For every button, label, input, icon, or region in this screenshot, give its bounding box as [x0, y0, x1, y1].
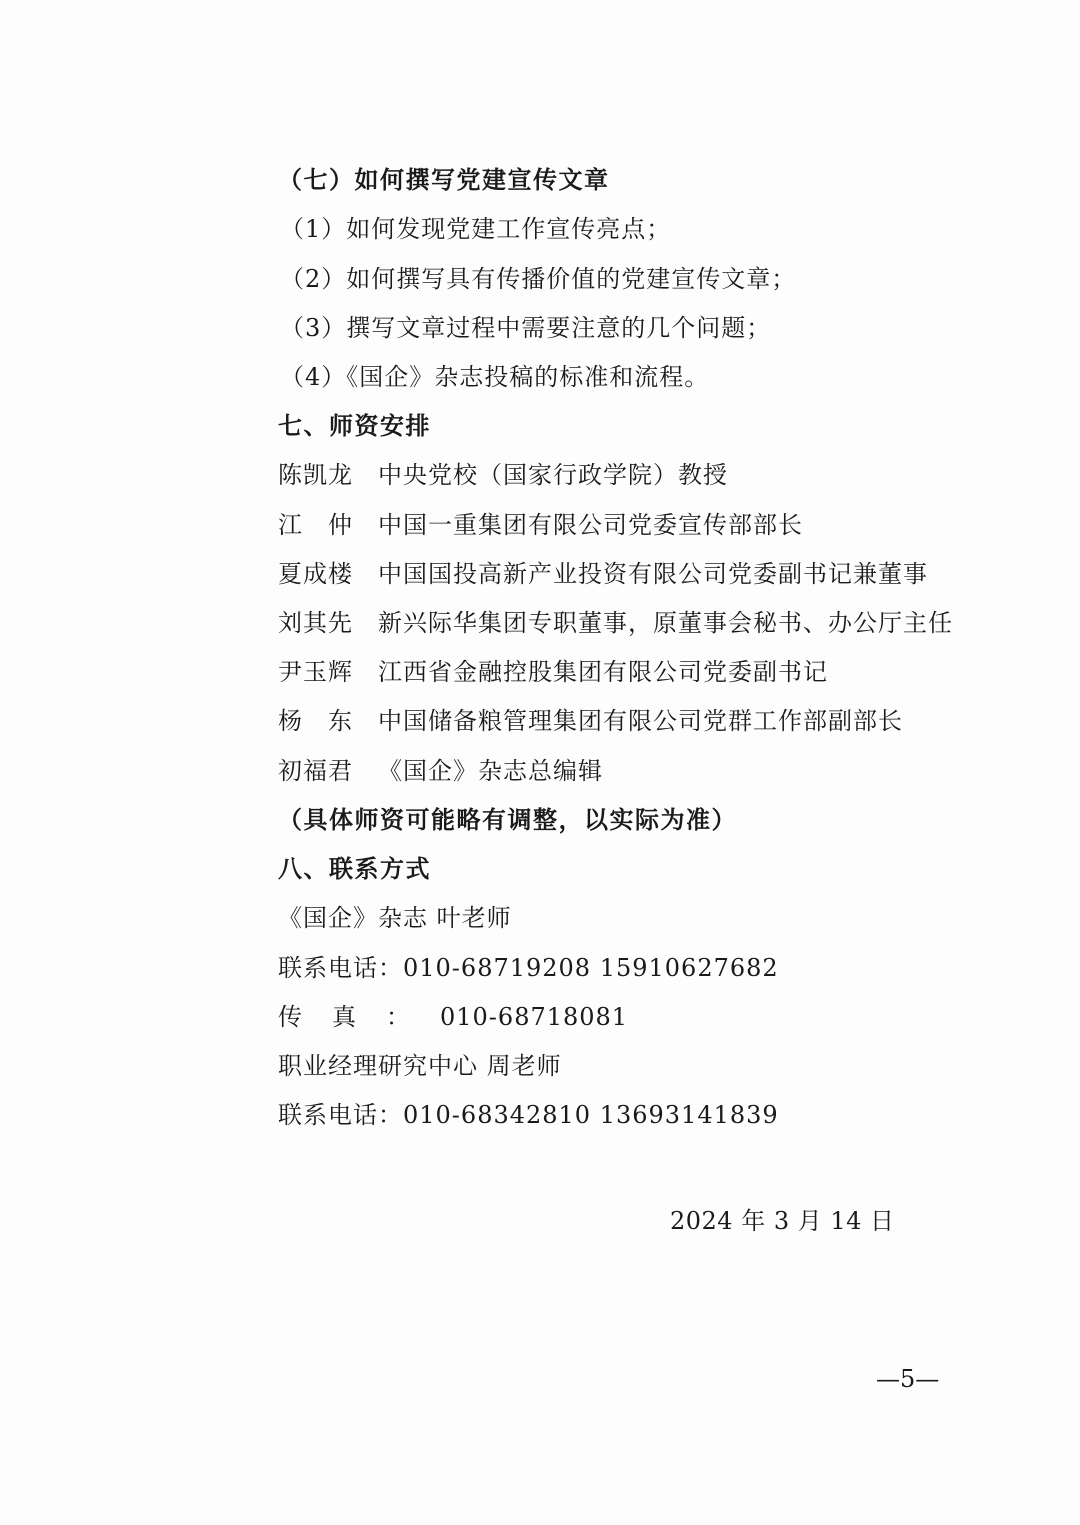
page-number: —5—	[876, 1365, 940, 1393]
faculty-title: 中国一重集团有限公司党委宣传部部长	[378, 511, 803, 539]
contact-org-1: 《国企》杂志 叶老师	[278, 904, 512, 932]
faculty-title: 新兴际华集团专职董事，原董事会秘书、办公厅主任	[378, 609, 953, 637]
contact-fax	[278, 1002, 628, 1032]
list-item: （1）如何发现党建工作宣传亮点；	[280, 215, 672, 243]
faculty-row	[278, 460, 728, 490]
faculty-name: 尹玉辉	[278, 658, 353, 686]
faculty-row	[278, 608, 953, 638]
document-date: 2024 年 3 月 14 日	[670, 1207, 895, 1235]
faculty-row	[278, 756, 603, 786]
fax-label: 传真：	[278, 1003, 440, 1031]
faculty-name: 江仲	[278, 511, 378, 539]
fax-value: 010-68718081	[440, 1003, 629, 1031]
faculty-title: 《国企》杂志总编辑	[378, 757, 603, 785]
phone-value: 010-68342810 13693141839	[403, 1101, 779, 1129]
faculty-row	[278, 510, 803, 540]
faculty-title: 中国储备粮管理集团有限公司党群工作部副部长	[378, 707, 903, 735]
contact-org-2: 职业经理研究中心 周老师	[278, 1052, 562, 1080]
faculty-name: 初福君	[278, 757, 353, 785]
faculty-name: 刘其先	[278, 609, 353, 637]
contact-phone-2	[278, 1100, 779, 1130]
faculty-title: 中国国投高新产业投资有限公司党委副书记兼董事	[378, 560, 928, 588]
subsection-heading: （七）如何撰写党建宣传文章	[278, 165, 610, 194]
faculty-name: 杨东	[278, 707, 378, 735]
faculty-name: 夏成楼	[278, 560, 353, 588]
faculty-row	[278, 706, 903, 736]
phone-label: 联系电话：	[278, 1101, 403, 1129]
faculty-title: 中央党校（国家行政学院）教授	[378, 461, 728, 489]
faculty-row	[278, 559, 928, 589]
section-heading-faculty: 七、师资安排	[278, 411, 431, 440]
faculty-title: 江西省金融控股集团有限公司党委副书记	[378, 658, 828, 686]
list-item: （3）撰写文章过程中需要注意的几个问题；	[280, 314, 772, 342]
list-item: （4）《国企》杂志投稿的标准和流程。	[280, 363, 710, 391]
section-heading-contact: 八、联系方式	[278, 854, 431, 883]
list-item: （2）如何撰写具有传播价值的党建宣传文章；	[280, 265, 797, 293]
phone-value: 010-68719208 15910627682	[403, 954, 779, 982]
contact-phone-1	[278, 953, 779, 983]
faculty-name: 陈凯龙	[278, 461, 353, 489]
faculty-note: （具体师资可能略有调整，以实际为准）	[278, 805, 737, 834]
faculty-row	[278, 657, 828, 687]
phone-label: 联系电话：	[278, 954, 403, 982]
